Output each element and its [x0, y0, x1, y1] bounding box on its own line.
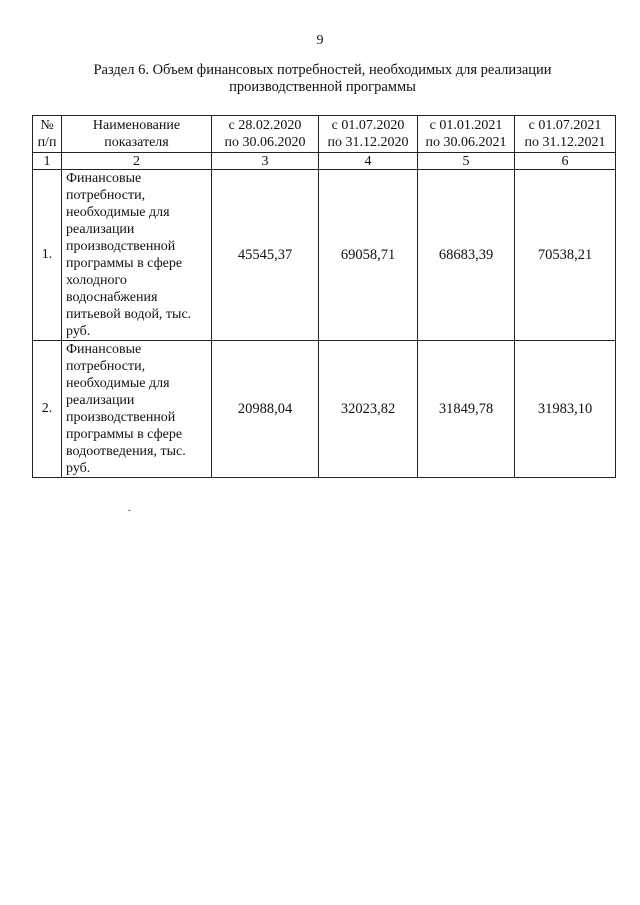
- header-period-line: с 01.07.2021: [528, 118, 602, 133]
- header-name: [62, 116, 212, 153]
- column-number: 4: [319, 153, 418, 170]
- column-number: 5: [418, 153, 515, 170]
- indicator-name-line: необходимые для: [66, 376, 170, 391]
- header-name-line: Наименование: [92, 118, 181, 133]
- value-cell: 69058,71: [319, 170, 418, 341]
- header-period-line: по 31.12.2020: [327, 135, 409, 150]
- table-header-row: [33, 116, 616, 153]
- row-number: 1.: [33, 170, 62, 341]
- header-period-2: [319, 116, 418, 153]
- header-num: [33, 116, 62, 153]
- financial-needs-table: [32, 115, 616, 478]
- header-period-line: с 28.02.2020: [228, 118, 302, 133]
- indicator-name-line: программы в сфере: [66, 427, 183, 442]
- column-number: 1: [33, 153, 62, 170]
- value-cell: 45545,37: [212, 170, 319, 341]
- indicator-name-line: водоотведения, тыс.: [66, 444, 186, 459]
- header-num-line: №: [40, 118, 54, 133]
- indicator-name-line: производственной: [66, 410, 176, 425]
- table-row: [33, 170, 616, 341]
- column-number: 2: [62, 153, 212, 170]
- indicator-name-line: руб.: [66, 324, 91, 339]
- indicator-name-line: холодного: [66, 273, 127, 288]
- row-number: 2.: [33, 341, 62, 478]
- header-period-line: по 30.06.2021: [425, 135, 507, 150]
- scan-speck: [128, 510, 131, 511]
- indicator-name: [62, 341, 212, 478]
- indicator-name-line: руб.: [66, 461, 91, 476]
- section-title: [30, 62, 615, 96]
- header-period-line: по 30.06.2020: [224, 135, 306, 150]
- column-number: 3: [212, 153, 319, 170]
- section-title-line-1: Раздел 6. Объем финансовых потребностей, необходимых для реализации: [93, 62, 552, 78]
- column-number: 6: [515, 153, 616, 170]
- value-cell: 70538,21: [515, 170, 616, 341]
- indicator-name-line: программы в сфере: [66, 256, 183, 271]
- indicator-name-line: водоснабжения: [66, 290, 158, 305]
- indicator-name: [62, 170, 212, 341]
- header-period-line: с 01.01.2021: [429, 118, 503, 133]
- value-cell: 68683,39: [418, 170, 515, 341]
- header-name-line: показателя: [104, 135, 169, 150]
- indicator-name-line: питьевой водой, тыс.: [66, 307, 192, 322]
- indicator-name-line: реализации: [66, 222, 135, 237]
- indicator-name-line: Финансовые: [66, 342, 142, 357]
- page-number: 9: [316, 33, 324, 48]
- value-cell: 31983,10: [515, 341, 616, 478]
- indicator-name-line: необходимые для: [66, 205, 170, 220]
- header-period-line: по 31.12.2021: [524, 135, 606, 150]
- value-cell: 32023,82: [319, 341, 418, 478]
- section-title-line-2: производственной программы: [229, 79, 416, 95]
- header-period-line: с 01.07.2020: [331, 118, 405, 133]
- table-row: [33, 341, 616, 478]
- column-number-row: [33, 153, 616, 170]
- indicator-name-line: Финансовые: [66, 171, 142, 186]
- value-cell: 31849,78: [418, 341, 515, 478]
- indicator-name-line: реализации: [66, 393, 135, 408]
- indicator-name-line: потребности,: [66, 359, 146, 374]
- header-period-1: [212, 116, 319, 153]
- header-num-line: п/п: [37, 135, 57, 150]
- header-period-4: [515, 116, 616, 153]
- header-period-3: [418, 116, 515, 153]
- value-cell: 20988,04: [212, 341, 319, 478]
- indicator-name-line: потребности,: [66, 188, 146, 203]
- indicator-name-line: производственной: [66, 239, 176, 254]
